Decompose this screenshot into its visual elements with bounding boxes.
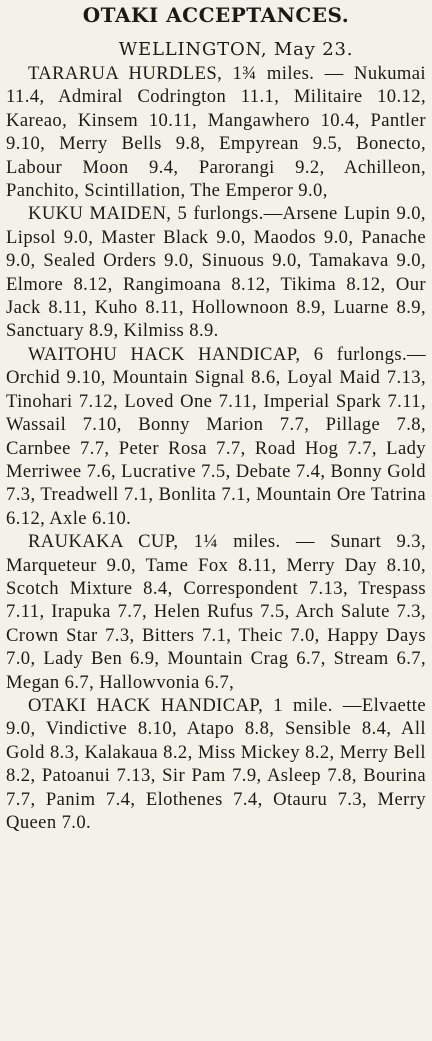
race-acceptances: 5 furlongs.—Arsene Lupin 9.0, Lipsol 9.0, Master Black 9.0, Maodos 9.0, Panache 9.0, Sealed Orders 9.0, Sinuous 9.0, Tamakava 9.0, Elmore 8.12, Rangimoana 8.12, Tikima 8.12, Our Jack 8.11, Kuho 8.11, Hollownoon 8.9, Luarne 8.9, Sanctuary 8.9, Kilmiss 8.9.: [6, 203, 426, 342]
race-acceptances: 1¾ miles. — Nukumai 11.4, Admiral Codrington 11.1, Militaire 10.12, Kareao, Kinsem 10.11, Mangawhero 10.4, Pantler 9.10, Merry Bells 9.8, Empyrean 9.5, Bonecto, Labour Moon 9.4, Parorangi 9.2, Achilleon, Panchito, Scintillation, The Emperor 9.0,: [6, 63, 426, 202]
race-title: KUKU MAIDEN,: [28, 203, 172, 225]
race-entry: [6, 62, 426, 202]
race-acceptances: 6 furlongs.—Orchid 9.10, Mountain Signal 8.6, Loyal Maid 7.13, Tinohari 7.12, Loved One 7.11, Imperial Spark 7.11, Wassail 7.10, Bonny Marion 7.7, Pillage 7.8, Carnbee 7.7, Peter Rosa 7.7, Road Hog 7.7, Lady Merriwee 7.6, Lucrative 7.5, Debate 7.4, Bonny Gold 7.3, Treadwell 7.1, Bonlita 7.1, Mountain Ore Tatrina 6.12, Axle 6.10.: [6, 343, 426, 529]
race-title: TARARUA HURDLES,: [28, 63, 223, 84]
race-entry: [6, 202, 426, 342]
race-entry: [6, 694, 426, 834]
dateline: WELLINGTON, May 23.: [118, 39, 354, 60]
race-title: OTAKI HACK HANDICAP,: [28, 694, 264, 716]
race-title: WAITOHU HACK HANDICAP,: [28, 343, 301, 365]
race-acceptances: 1¼ miles. — Sunart 9.3, Marqueteur 9.0, Tame Fox 8.11, Merry Day 8.10, Scotch Mixture 8.4, Correspondent 7.13, Trespass 7.11, Irapuka 7.7, Helen Rufus 7.5, Arch Salute 7.3, Crown Star 7.3, Bitters 7.1, Theic 7.0, Happy Days 7.0, Lady Ben 6.9, Mountain Crag 6.7, Stream 6.7, Megan 6.7, Hallowvonia 6.7,: [6, 531, 426, 693]
article-body: [6, 62, 426, 834]
headline: OTAKI ACCEPTANCES.: [82, 3, 350, 27]
race-title: RAUKAKA CUP,: [28, 531, 179, 553]
race-acceptances: 1 mile. —Elvaette 9.0, Vindictive 8.10, Atapo 8.8, Sensible 8.4, All Gold 8.3, Kalakaua 8.2, Miss Mickey 8.2, Merry Bell 8.2, Patoanui 7.13, Sir Pam 7.9, Asleep 7.8, Bourina 7.7, Panim 7.4, Elothenes 7.4, Otauru 7.3, Merry Queen 7.0.: [6, 694, 426, 833]
race-entry: [6, 530, 426, 694]
race-entry: [6, 343, 426, 530]
